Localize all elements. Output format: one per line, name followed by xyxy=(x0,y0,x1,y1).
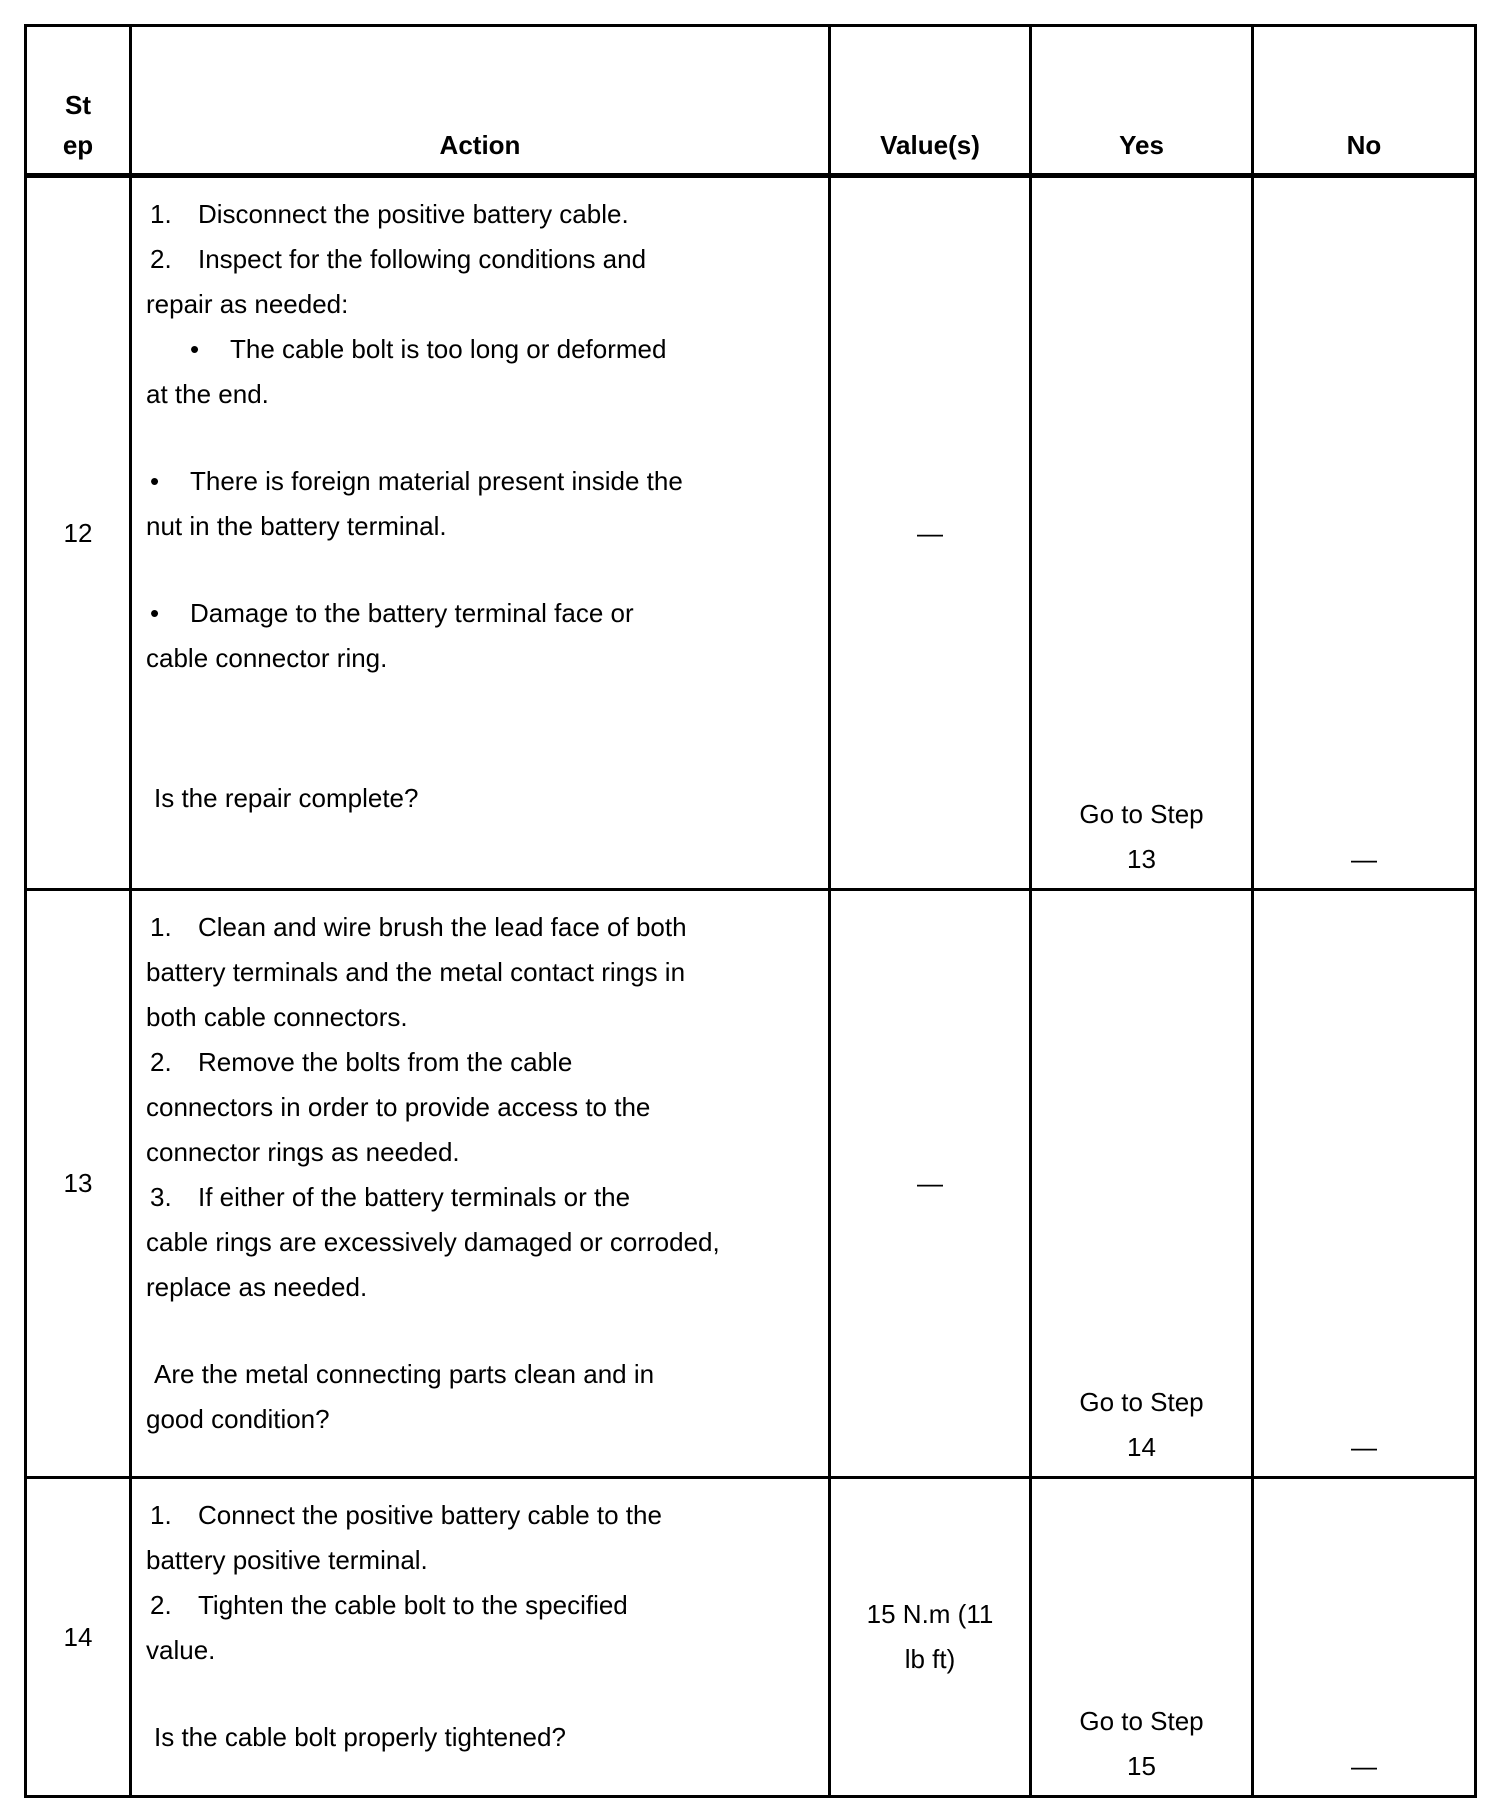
table-row xyxy=(26,1478,1476,1797)
question: Is the repair complete? xyxy=(154,783,419,813)
value-cell: — xyxy=(830,890,1031,1478)
no-cell: — xyxy=(1253,176,1476,890)
value-cell: — xyxy=(830,176,1031,890)
header-row xyxy=(26,26,1476,176)
action-cell: 1. Disconnect the positive battery cable. 2. Inspect for the following conditions and repair as needed: • The cable bolt is too long or deformed at the end. • There is foreign material present inside the nut in the battery terminal. • Damage to the battery terminal face or cable connector ring. Is the repair complete? xyxy=(131,176,830,890)
step-number: 12 xyxy=(26,176,131,890)
header-yes: Yes xyxy=(1031,26,1253,176)
yes-cell: Go to Step 13 xyxy=(1031,176,1253,890)
value-cell: 15 N.m (11 lb ft) xyxy=(830,1478,1031,1797)
step-number: 14 xyxy=(26,1478,131,1797)
yes-cell: Go to Step 14 xyxy=(1031,890,1253,1478)
step-number: 13 xyxy=(26,890,131,1478)
diagnostic-table xyxy=(24,24,1477,1798)
header-no: No xyxy=(1253,26,1476,176)
no-cell: — xyxy=(1253,1478,1476,1797)
yes-cell: Go to Step 15 xyxy=(1031,1478,1253,1797)
header-values: Value(s) xyxy=(830,26,1031,176)
question: Are the metal connecting parts clean and in xyxy=(154,1359,655,1389)
header-step: St ep xyxy=(26,26,131,176)
action-cell: 1. Connect the positive battery cable to the battery positive terminal. 2. Tighten the cable bolt to the specified value. Is the cable bolt properly tightened? xyxy=(131,1478,830,1797)
header-action: Action xyxy=(131,26,830,176)
action-cell: 1. Clean and wire brush the lead face of both battery terminals and the metal contact rings in both cable connectors. 2. Remove the bolts from the cable connectors in order to provide access to the connector rings as needed. 3. If either of the battery terminals or the cable rings are excessively damaged or corroded, replace as needed. Are the metal connecting parts clean and in good condition? xyxy=(131,890,830,1478)
no-cell: — xyxy=(1253,890,1476,1478)
table-row xyxy=(26,176,1476,890)
question: Is the cable bolt properly tightened? xyxy=(154,1722,566,1752)
table-row xyxy=(26,890,1476,1478)
